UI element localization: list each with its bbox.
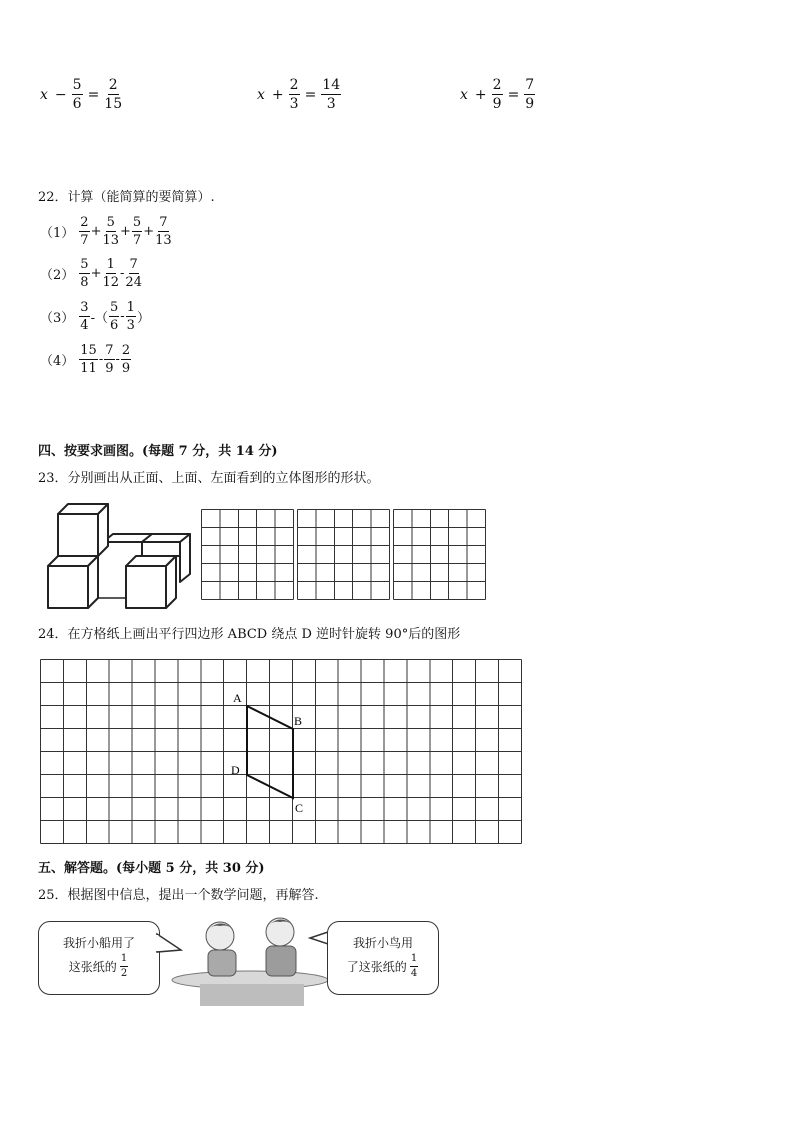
operator: -	[120, 266, 125, 281]
q22-item	[40, 258, 143, 289]
fraction: $\frac{2}{3}$	[289, 77, 299, 112]
fraction: $\frac{5}{13}$	[102, 215, 120, 248]
cube-figure	[40, 500, 196, 612]
fraction: $\frac{2}{9}$	[492, 77, 502, 112]
fraction: $\frac{15}{11}$	[80, 343, 97, 376]
right-speech-bubble: 我折小鸟用 了这张纸的 $\frac{1}{4}$	[327, 921, 439, 995]
fraction: $\frac{5}{6}$	[72, 77, 82, 112]
fraction: $\frac{7}{9}$	[525, 77, 535, 112]
fraction: $\frac{2}{7}$	[80, 215, 89, 248]
operator: +	[90, 266, 102, 281]
operator: -	[98, 352, 104, 367]
operator: +	[120, 224, 131, 239]
left-view-grid[interactable]	[393, 509, 487, 601]
equation-2: x + $\frac{2}{3}$ = $\frac{14}{3}$	[257, 77, 341, 112]
fraction: $\frac{5}{6}$	[109, 300, 119, 333]
fraction: $\frac{1}{3}$	[126, 300, 135, 333]
rotation-grid[interactable]	[40, 659, 522, 847]
label-c: C	[295, 801, 304, 815]
fraction: $\frac{5}{8}$	[80, 257, 89, 290]
operator: -	[120, 309, 125, 324]
item-number: （3）	[40, 311, 75, 326]
section5-heading: 五、解答题。(每小题 5 分，共 30 分)	[38, 861, 265, 876]
q24-text: 24．在方格纸上画出平行四边形 ABCD 绕点 D 逆时针旋转 90°后的图形	[38, 627, 461, 642]
front-view-grid[interactable]	[201, 509, 295, 601]
item-number: （1）	[40, 226, 75, 241]
fraction: $\frac{7}{13}$	[155, 215, 172, 248]
top-view-grid[interactable]	[297, 509, 391, 601]
children-illustration	[170, 908, 330, 1008]
equation-3: x + $\frac{2}{9}$ = $\frac{7}{9}$	[460, 77, 535, 112]
label-b: B	[294, 714, 303, 728]
fraction: $\frac{7}{9}$	[105, 343, 114, 376]
q25-text: 25．根据图中信息，提出一个数学问题，再解答.	[38, 888, 319, 903]
operator: +	[90, 224, 102, 239]
operator: ）	[136, 311, 150, 326]
operator: -（	[90, 311, 108, 326]
fraction: $\frac{2}{9}$	[121, 343, 131, 376]
q22-item	[40, 301, 150, 332]
fraction: $\frac{14}{3}$	[322, 77, 341, 112]
fraction: $\frac{7}{24}$	[125, 257, 142, 290]
left-speech-bubble: 我折小船用了 这张纸的 $\frac{1}{2}$	[38, 921, 160, 995]
q22-item	[40, 216, 173, 247]
fraction: $\frac{2}{15}$	[104, 77, 123, 112]
label-a: A	[233, 691, 242, 705]
equation-1: x − $\frac{5}{6}$ = $\frac{2}{15}$	[40, 77, 123, 112]
section4-heading: 四、按要求画图。(每题 7 分，共 14 分)	[38, 444, 278, 459]
operator: -	[115, 352, 120, 367]
item-number: （2）	[40, 268, 75, 283]
fraction: $\frac{1}{2}$	[120, 953, 128, 979]
fraction: $\frac{3}{4}$	[80, 300, 89, 333]
q22-title: 22．计算（能简算的要简算）.	[38, 190, 215, 205]
fraction: $\frac{5}{7}$	[132, 215, 142, 248]
q23-text: 23．分别画出从正面、上面、左面看到的立体图形的形状。	[38, 471, 380, 486]
label-d: D	[231, 763, 240, 777]
fraction: $\frac{1}{12}$	[102, 257, 120, 290]
q22-item	[40, 344, 132, 375]
operator: +	[143, 224, 155, 239]
item-number: （4）	[40, 354, 75, 369]
fraction: $\frac{1}{4}$	[410, 953, 418, 979]
